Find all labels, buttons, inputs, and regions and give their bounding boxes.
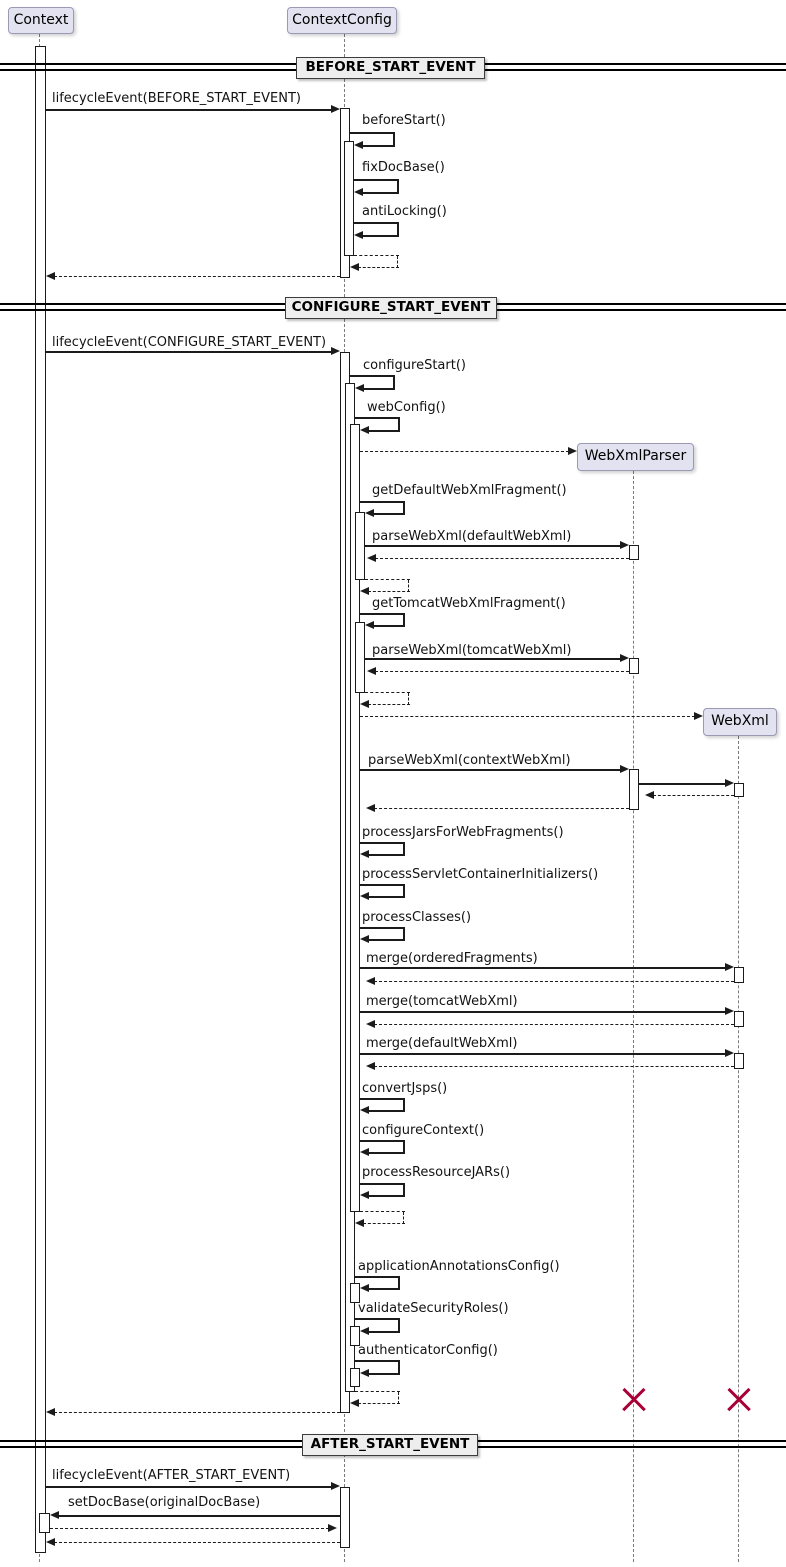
return-line <box>355 1391 400 1392</box>
message-label: lifecycleEvent(AFTER_START_EVENT) <box>52 1468 291 1483</box>
message-label: webConfig() <box>367 400 446 415</box>
arrowhead-right-icon <box>725 779 734 787</box>
message-line <box>373 625 405 627</box>
arrowhead-left-icon <box>360 1148 369 1156</box>
message-label: convertJsps() <box>362 1081 448 1096</box>
arrowhead-left-icon <box>350 263 359 271</box>
message-label: merge(orderedFragments) <box>366 951 538 966</box>
arrowhead-left-icon <box>350 1399 359 1407</box>
message-line <box>362 235 399 237</box>
arrowhead-right-icon <box>328 1524 337 1532</box>
message-label: lifecycleEvent(CONFIGURE_START_EVENT) <box>52 335 327 350</box>
message-line <box>360 1053 726 1055</box>
message-label: getDefaultWebXmlFragment() <box>372 483 567 498</box>
self-message-vertical-line <box>403 502 405 514</box>
arrowhead-left-icon <box>354 141 363 149</box>
message-line <box>360 1183 405 1185</box>
message-label: processServletContainerInitializers() <box>362 867 599 882</box>
message-label: fixDocBase() <box>362 160 445 175</box>
arrowhead-left-icon <box>46 1408 55 1416</box>
self-message-vertical-line <box>397 180 399 193</box>
message-line <box>350 132 395 134</box>
return-line <box>363 1223 405 1224</box>
arrowhead-left-icon <box>360 1284 369 1292</box>
self-message-vertical-line <box>398 1319 400 1332</box>
activation-bar-contextconfig-getdefault-l4 <box>355 512 365 580</box>
message-line <box>360 613 405 615</box>
return-line <box>368 591 410 592</box>
arrowhead-left-icon <box>50 1511 59 1519</box>
activation-bar-webxml-merge-default <box>734 1053 744 1069</box>
message-line <box>360 842 405 844</box>
self-message-vertical-line <box>403 928 405 940</box>
activation-bar-webxml-parse-sub <box>734 783 744 797</box>
divider-configure-start-event: CONFIGURE_START_EVENT <box>285 297 497 319</box>
arrowhead-right-icon <box>725 963 734 971</box>
arrowhead-left-icon <box>355 384 364 392</box>
arrowhead-left-icon <box>366 804 375 812</box>
arrowhead-left-icon <box>360 700 369 708</box>
message-line <box>58 1515 340 1517</box>
arrowhead-left-icon <box>360 426 369 434</box>
arrowhead-left-icon <box>355 1219 364 1227</box>
self-message-vertical-line <box>393 376 395 389</box>
lifeline-webxml <box>738 736 739 1562</box>
message-line <box>360 967 726 969</box>
message-line <box>368 1331 400 1333</box>
return-line <box>354 255 399 256</box>
arrowhead-left-icon <box>360 1191 369 1199</box>
participant-box-contextconfig: ContextConfig <box>287 7 397 34</box>
activation-bar-webxmlparser-parse-default <box>629 545 639 560</box>
divider-after-start-event: AFTER_START_EVENT <box>302 1434 478 1456</box>
message-line <box>360 1140 405 1142</box>
return-line <box>375 558 629 559</box>
self-message-vertical-line <box>408 580 409 592</box>
self-message-vertical-line <box>403 885 405 897</box>
return-line <box>358 1403 400 1404</box>
self-message-vertical-line <box>403 1184 405 1196</box>
activation-bar-webxmlparser-parse-context <box>629 769 639 810</box>
return-line <box>653 795 734 796</box>
activation-bar-contextconfig-authconfig <box>350 1368 360 1387</box>
message-label: merge(defaultWebXml) <box>366 1036 518 1051</box>
message-line <box>354 222 399 224</box>
message-label: applicationAnnotationsConfig() <box>358 1259 560 1274</box>
message-label: parseWebXml(tomcatWebXml) <box>372 643 572 658</box>
arrowhead-right-icon <box>725 1049 734 1057</box>
message-label: processResourceJARs() <box>362 1165 511 1180</box>
arrowhead-right-icon <box>620 541 629 549</box>
return-line <box>54 1542 340 1543</box>
message-line <box>368 854 405 856</box>
self-message-vertical-line <box>403 614 405 626</box>
self-message-vertical-line <box>398 1277 400 1289</box>
return-line <box>358 267 399 268</box>
return-line <box>374 1024 734 1025</box>
message-line <box>639 783 726 785</box>
arrowhead-left-icon <box>365 621 374 629</box>
message-line <box>360 927 405 929</box>
arrowhead-right-icon <box>725 1007 734 1015</box>
arrowhead-right-icon <box>620 654 629 662</box>
self-message-vertical-line <box>403 1212 404 1224</box>
return-line <box>54 1412 340 1413</box>
message-label: configureContext() <box>362 1123 485 1138</box>
message-label: parseWebXml(defaultWebXml) <box>372 529 572 544</box>
message-label: authenticatorConfig() <box>358 1343 498 1358</box>
message-line <box>360 1098 405 1100</box>
destroy-x-icon <box>726 1387 752 1413</box>
divider-before-start-event: BEFORE_START_EVENT <box>296 57 485 79</box>
message-label: setDocBase(originalDocBase) <box>68 1495 261 1510</box>
participant-box-context: Context <box>8 7 74 34</box>
return-line <box>375 671 629 672</box>
arrowhead-left-icon <box>354 231 363 239</box>
activation-bar-webxmlparser-parse-tomcat <box>629 658 639 674</box>
message-label: processClasses() <box>362 910 472 925</box>
return-line <box>368 704 410 705</box>
message-line <box>363 388 395 390</box>
return-line <box>360 716 695 717</box>
message-line <box>355 1318 400 1320</box>
arrowhead-left-icon <box>360 587 369 595</box>
activation-bar-contextconfig-gettomcat-l4 <box>355 622 365 693</box>
return-line <box>374 981 734 982</box>
message-line <box>362 192 399 194</box>
self-message-vertical-line <box>408 693 409 705</box>
message-label: parseWebXml(contextWebXml) <box>368 753 571 768</box>
activation-bar-context-setdocbase <box>39 1513 50 1533</box>
message-label: lifecycleEvent(BEFORE_START_EVENT) <box>52 91 301 106</box>
message-line <box>46 1486 332 1488</box>
arrowhead-left-icon <box>645 791 654 799</box>
self-message-vertical-line <box>398 1361 400 1374</box>
message-label: validateSecurityRoles() <box>358 1301 509 1316</box>
participant-box-webxml: WebXml <box>703 708 777 736</box>
arrowhead-right-icon <box>694 712 703 720</box>
message-line <box>365 658 621 660</box>
return-line <box>365 692 410 693</box>
message-label: beforeStart() <box>362 113 446 128</box>
message-line <box>360 1011 726 1013</box>
participant-box-webxmlparser: WebXmlParser <box>577 443 694 471</box>
destroy-x-icon <box>621 1387 647 1413</box>
arrowhead-right-icon <box>331 1482 340 1490</box>
message-line <box>365 545 621 547</box>
message-label: configureStart() <box>363 358 466 373</box>
self-message-vertical-line <box>397 256 398 268</box>
message-line <box>350 375 395 377</box>
message-line <box>368 1288 400 1290</box>
self-message-vertical-line <box>403 1099 405 1111</box>
message-line <box>355 1360 400 1362</box>
arrowhead-left-icon <box>360 1369 369 1377</box>
return-line <box>360 451 569 452</box>
message-line <box>362 145 395 147</box>
message-line <box>368 896 405 898</box>
message-line <box>368 1152 405 1154</box>
message-line <box>368 1110 405 1112</box>
message-line <box>373 513 405 515</box>
activation-bar-contextconfig-after-l1 <box>340 1487 350 1548</box>
message-line <box>360 501 405 503</box>
arrowhead-left-icon <box>46 1538 55 1546</box>
arrowhead-left-icon <box>360 850 369 858</box>
activation-bar-webxml-merge-ordered <box>734 967 744 983</box>
self-message-vertical-line <box>398 418 400 431</box>
activation-bar-context-main <box>35 46 46 1553</box>
return-line <box>360 1211 405 1212</box>
message-line <box>360 884 405 886</box>
arrowhead-right-icon <box>620 765 629 773</box>
message-label: antiLocking() <box>362 204 447 219</box>
message-line <box>46 351 332 353</box>
arrowhead-left-icon <box>367 667 376 675</box>
self-message-vertical-line <box>398 1392 399 1404</box>
message-line <box>355 417 400 419</box>
message-line <box>354 179 399 181</box>
return-line <box>374 808 629 809</box>
message-label: processJarsForWebFragments() <box>362 825 564 840</box>
self-message-vertical-line <box>403 843 405 855</box>
message-line <box>46 109 332 111</box>
return-line <box>374 1066 734 1067</box>
arrowhead-right-icon <box>568 447 577 455</box>
arrowhead-left-icon <box>360 892 369 900</box>
activation-bar-contextconfig-appannotations <box>350 1283 360 1303</box>
activation-bar-contextconfig-before-l2 <box>344 141 354 256</box>
message-line <box>355 1276 400 1278</box>
arrowhead-left-icon <box>360 1106 369 1114</box>
self-message-vertical-line <box>397 223 399 236</box>
message-line <box>368 1373 400 1375</box>
self-message-vertical-line <box>393 133 395 146</box>
return-line <box>50 1528 329 1529</box>
arrowhead-left-icon <box>366 1020 375 1028</box>
message-line <box>368 1195 405 1197</box>
arrowhead-left-icon <box>354 188 363 196</box>
activation-bar-webxml-merge-tomcat <box>734 1011 744 1027</box>
arrowhead-left-icon <box>365 509 374 517</box>
message-line <box>368 430 400 432</box>
return-line <box>365 579 410 580</box>
arrowhead-right-icon <box>331 105 340 113</box>
arrowhead-left-icon <box>46 272 55 280</box>
arrowhead-left-icon <box>360 935 369 943</box>
message-line <box>360 769 621 771</box>
self-message-vertical-line <box>403 1141 405 1153</box>
return-line <box>54 276 340 277</box>
arrowhead-left-icon <box>366 977 375 985</box>
message-label: getTomcatWebXmlFragment() <box>372 596 566 611</box>
arrowhead-left-icon <box>360 1327 369 1335</box>
arrowhead-right-icon <box>331 347 340 355</box>
message-label: merge(tomcatWebXml) <box>366 994 518 1009</box>
message-line <box>368 939 405 941</box>
arrowhead-left-icon <box>366 1062 375 1070</box>
arrowhead-left-icon <box>367 554 376 562</box>
